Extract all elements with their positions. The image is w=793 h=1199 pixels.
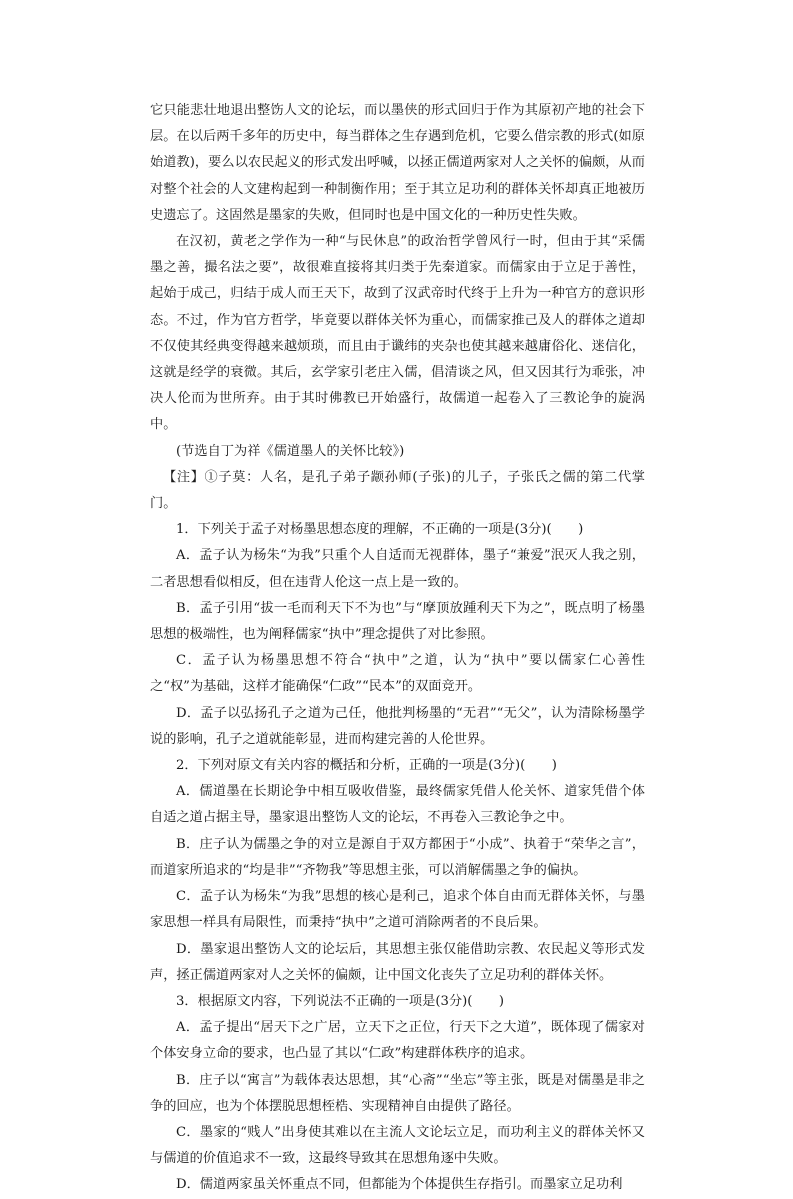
- body-paragraph: 它只能悲壮地退出整饬人文的论坛，而以墨侠的形式回归于作为其原初产地的社会下层。在以后两千多年的历史中，每当群体之生存遇到危机，它要么借宗教的形式(如原始道教)，要么以农民起义的形式发出呼喊，以拯正儒道两家对人之关怀的偏颇，从而对整个社会的人文建构起到一种制衡作用；至于其立足功利的群体关怀却真正地被历史遗忘了。这固然是墨家的失败，但同时也是中国文化的一种历史性失败。: [150, 103, 645, 223]
- source-citation: (节选自丁为祥《儒道墨人的关怀比较》): [176, 443, 405, 459]
- question-stem: 2．下列对原文有关内容的概括和分析，正确的一项是(3分)( ): [176, 758, 557, 774]
- answer-option: B．庄子认为儒墨之争的对立是源自于双方都困于“小成”、执着于“荣华之言”，而道家所追求的“均是非”“齐物我”等思想主张，可以消解儒墨之争的偏执。: [150, 836, 645, 878]
- body-paragraph: 在汉初，黄老之学作为一种“与民休息”的政治哲学曾风行一时，但由于其“采儒墨之善，撮名法之要”，故很难直接将其归类于先秦道家。而儒家由于立足于善性，起始于成己，归结于成人而王天下，故到了汉武帝时代终于上升为一种官方的意识形态。不过，作为官方哲学，毕竟要以群体关怀为重心，而儒家推己及人的群体之道却不仅使其经典变得越来越烦琐，而且由于谶纬的夹杂也使其越来越庸俗化、迷信化，这就是经学的衰微。其后，玄学家引老庄入儒，倡清谈之风，但又因其行为乖张，冲决人伦而为世所弃。由于其时佛教已开始盛行，故儒道一起卷入了三教论争的旋涡中。: [150, 234, 645, 433]
- answer-option: B．孟子引用“拔一毛而利天下不为也”与“摩顶放踵利天下为之”，既点明了杨墨思想的极端性，也为阐释儒家“执中”理念提供了对比参照。: [150, 600, 645, 643]
- answer-option: A．儒道墨在长期论争中相互吸收借鉴，最终儒家凭借人伦关怀、道家凭借个体自适之道占据主导，墨家退出整饬人文的论坛，不再卷入三教论争之中。: [150, 784, 645, 826]
- answer-option: A．孟子认为杨朱“为我”只重个人自适而无视群体，墨子“兼爱”泯灭人我之别，二者思想看似相反，但在违背人伦这一点上是一致的。: [150, 548, 645, 590]
- answer-option: B．庄子以“寓言”为载体表达思想，其“心斋”“坐忘”等主张，既是对儒墨是非之争的回应，也为个体摆脱思想桎梏、实现精神自由提供了路径。: [150, 1072, 645, 1114]
- answer-option: D．孟子以弘扬孔子之道为己任，他批判杨墨的“无君”“无父”，认为清除杨墨学说的影响，孔子之道就能彰显，进而构建完善的人伦世界。: [150, 705, 645, 747]
- answer-option: C．墨家的“贱人”出身使其难以在主流人文论坛立足，而功利主义的群体关怀又与儒道的价值追求不一致，这最终导致其在思想角逐中失败。: [150, 1124, 645, 1167]
- answer-option: C．孟子认为杨墨思想不符合“执中”之道，认为“执中”要以儒家仁心善性之“权”为基础，这样才能确保“仁政”“民本”的双面竞开。: [150, 653, 645, 695]
- document-body: [150, 98, 645, 1199]
- answer-option: D．儒道两家虽关怀重点不同，但都能为个体提供生存指引。而墨家立足功利: [176, 1177, 623, 1193]
- footnote: 【注】①子莫：人名，是孔子弟子颛孙师(子张)的儿子，子张氏之儒的第二代掌门。: [150, 469, 645, 512]
- answer-option: D．墨家退出整饬人文的论坛后，其思想主张仅能借助宗教、农民起义等形式发声，拯正儒道两家对人之关怀的偏颇，让中国文化丧失了立足功利的群体关怀。: [150, 941, 645, 983]
- answer-option: C．孟子认为杨朱“为我”思想的核心是利己，追求个体自由而无群体关怀，与墨家思想一样具有局限性，而秉持“执中”之道可消除两者的不良后果。: [150, 889, 645, 931]
- answer-option: A．孟子提出“居天下之广居，立天下之正位，行天下之大道”，既体现了儒家对个体安身立命的要求，也凸显了其以“仁政”构建群体秩序的追求。: [150, 1020, 645, 1062]
- question-stem: 3．根据原文内容，下列说法不正确的一项是(3分)( ): [176, 993, 505, 1009]
- question-stem: 1．下列关于孟子对杨墨思想态度的理解，不正确的一项是(3分)( ): [176, 522, 584, 538]
